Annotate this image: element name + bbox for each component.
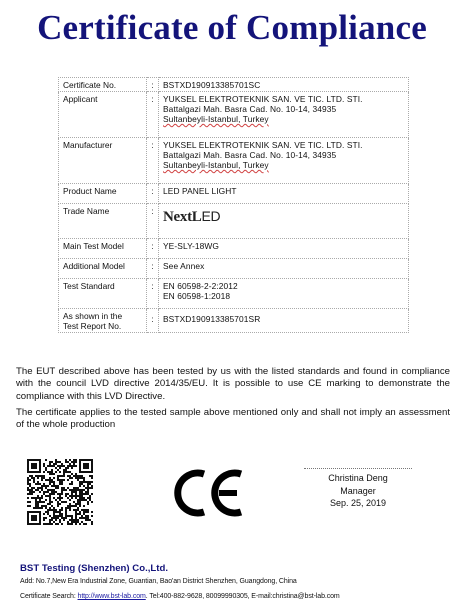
value-certificate-no: BSTXD190913385701SC xyxy=(159,78,409,92)
row-main-test-model xyxy=(59,239,409,259)
row-test-standard xyxy=(59,279,409,309)
contact-details: . Tel:400-882-9628, 80099990305, E-mail:christina@bst-lab.com xyxy=(145,593,340,600)
footer-address: Add: No.7,New Era Industrial Zone, Guantian, Bao'an District Shenzhen, Guangdong, China xyxy=(20,578,297,585)
value-test-report: BSTXD190913385701SR xyxy=(159,309,409,333)
manufacturer-line-2: Battalgazi Mah. Basra Cad. No. 10-14, 34935 xyxy=(163,150,337,160)
signer-role: Manager xyxy=(340,485,376,496)
report-label-line-2: Test Report No. xyxy=(63,321,122,331)
value-manufacturer xyxy=(159,138,409,184)
row-additional-model xyxy=(59,259,409,279)
compliance-statement: The EUT described above has been tested by us with the listed standards and found in compliance with the council LVD directive 2014/35/EU. It is possible to use CE marking to demonstrate the compliance with this LVD Directive. xyxy=(16,366,450,402)
signer-name: Christina Deng xyxy=(328,473,388,483)
value-main-test-model: YE-SLY-18WG xyxy=(159,239,409,259)
colon: : xyxy=(147,239,159,259)
certificate-title: Certificate of Compliance xyxy=(37,8,427,47)
value-product-name: LED PANEL LIGHT xyxy=(159,184,409,204)
ce-mark-icon xyxy=(171,468,245,518)
colon: : xyxy=(147,309,159,333)
label-certificate-no: Certificate No. xyxy=(59,78,147,92)
applicant-line-2: Battalgazi Mah. Basra Cad. No. 10-14, 34935 xyxy=(163,104,337,114)
applicant-line-1: YUKSEL ELEKTROTEKNIK SAN. VE TIC. LTD. STI. xyxy=(163,94,363,104)
colon: : xyxy=(147,204,159,239)
label-trade-name: Trade Name xyxy=(59,204,147,239)
contact-prefix: Certificate Search: xyxy=(20,593,78,600)
manufacturer-line-3: Sultanbeyli-Istanbul, Turkey xyxy=(163,160,269,170)
colon: : xyxy=(147,184,159,204)
signature-date: Sep. 25, 2019 xyxy=(329,498,387,508)
row-trade-name xyxy=(59,204,409,239)
logo-text-main: NextL xyxy=(163,209,202,225)
row-test-report xyxy=(59,309,409,333)
colon: : xyxy=(147,259,159,279)
nextled-logo xyxy=(163,208,221,225)
report-label-line-1: As shown in the xyxy=(63,311,123,321)
row-manufacturer xyxy=(59,138,409,184)
colon: : xyxy=(147,138,159,184)
applicant-line-3: Sultanbeyli-Istanbul, Turkey xyxy=(163,114,269,124)
label-test-report xyxy=(59,309,147,333)
colon: : xyxy=(147,279,159,309)
label-test-standard: Test Standard xyxy=(59,279,147,309)
signature-block xyxy=(298,468,418,510)
label-additional-model: Additional Model xyxy=(59,259,147,279)
label-manufacturer: Manufacturer xyxy=(59,138,147,184)
value-applicant xyxy=(159,92,409,138)
signature-line xyxy=(304,468,412,469)
standard-line-2: EN 60598-1:2018 xyxy=(163,291,231,301)
label-applicant: Applicant xyxy=(59,92,147,138)
colon: : xyxy=(147,92,159,138)
scope-statement: The certificate applies to the tested sample above mentioned only and shall not imply an assessment of the whole production xyxy=(16,407,450,431)
footer-company: BST Testing (Shenzhen) Co.,Ltd. xyxy=(20,563,168,574)
value-test-standard xyxy=(159,279,409,309)
label-product-name: Product Name xyxy=(59,184,147,204)
manufacturer-line-1: YUKSEL ELEKTROTEKNIK SAN. VE TIC. LTD. STI. xyxy=(163,140,363,150)
colon: : xyxy=(147,78,159,92)
footer-contact xyxy=(20,593,340,600)
certificate-info-table xyxy=(58,77,409,333)
value-trade-name xyxy=(159,204,409,239)
label-main-test-model: Main Test Model xyxy=(59,239,147,259)
row-applicant xyxy=(59,92,409,138)
website-link[interactable]: http://www.bst-lab.com xyxy=(77,593,146,600)
qr-code-icon xyxy=(27,459,93,525)
value-additional-model: See Annex xyxy=(159,259,409,279)
row-certificate-no xyxy=(59,78,409,92)
standard-line-1: EN 60598-2-2:2012 xyxy=(163,281,238,291)
row-product-name xyxy=(59,184,409,204)
logo-text-suffix: ED xyxy=(201,208,221,224)
